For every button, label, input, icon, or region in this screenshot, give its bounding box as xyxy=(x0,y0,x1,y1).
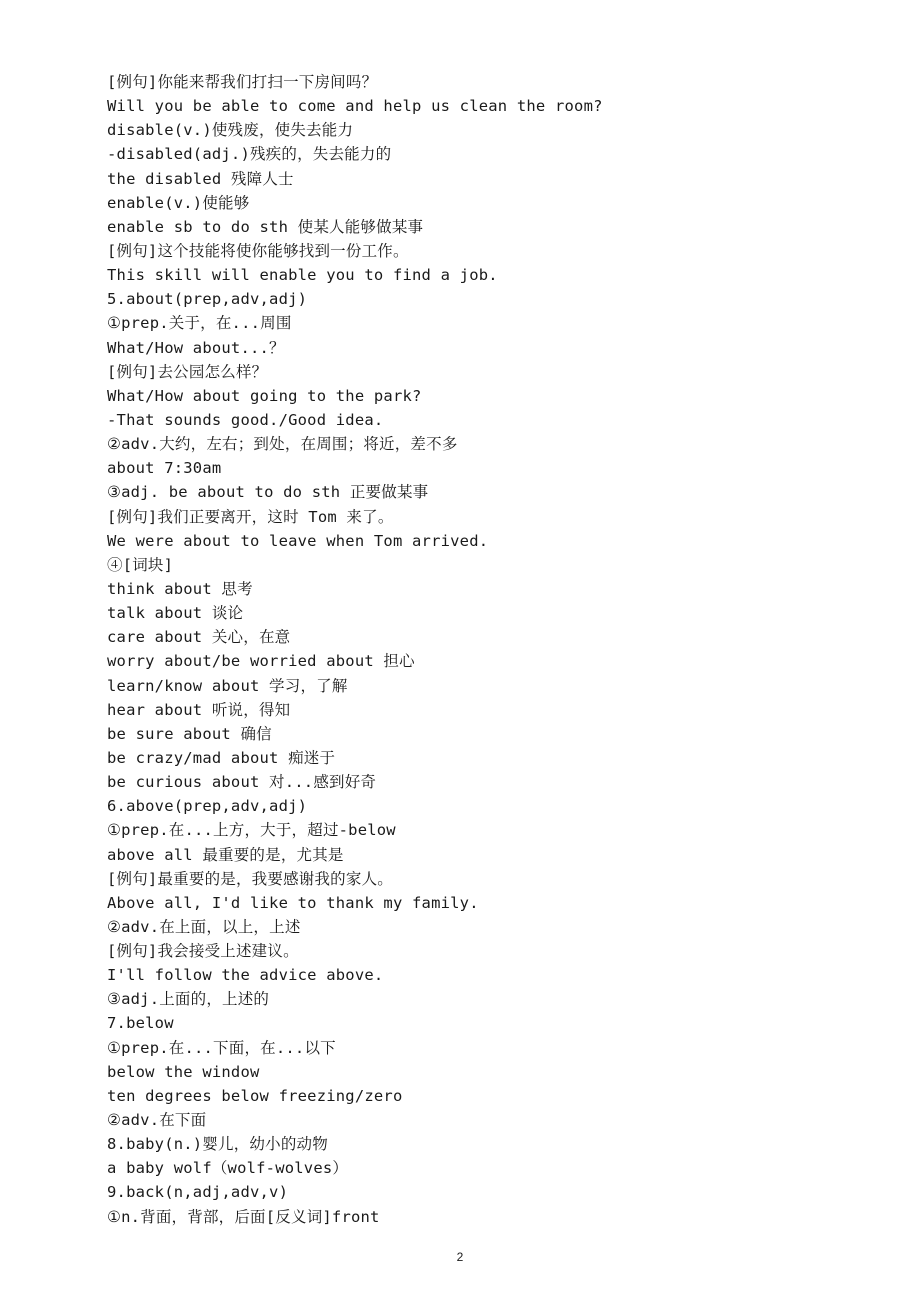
text-line: enable(v.)使能够 xyxy=(107,193,250,212)
text-line: talk about 谈论 xyxy=(107,604,244,623)
text-line: be curious about 对...感到好奇 xyxy=(107,773,377,792)
text-line: [例句]你能来帮我们打扫一下房间吗？ xyxy=(107,73,378,91)
text-line: [例句]我会接受上述建议。 xyxy=(107,942,299,961)
text-line: be crazy/mad about 痴迷于 xyxy=(107,748,336,767)
text-line: 7.below xyxy=(107,1014,174,1033)
text-line: above all 最重要的是，尤其是 xyxy=(107,845,344,864)
text-line: a baby wolf（wolf-wolves） xyxy=(107,1159,349,1178)
text-line: [例句]这个技能将使你能够找到一份工作。 xyxy=(107,241,409,260)
text-line: below the window xyxy=(107,1062,260,1081)
text-line: ③adj.上面的，上述的 xyxy=(107,990,270,1009)
text-line: [例句]我们正要离开，这时 Tom 来了。 xyxy=(107,507,394,526)
text-line: about 7:30am xyxy=(107,459,222,478)
text-line: This skill will enable you to find a job. xyxy=(107,266,498,285)
text-line: care about 关心，在意 xyxy=(107,628,291,647)
text-line: worry about/be worried about 担心 xyxy=(107,652,415,671)
text-line: -disabled(adj.)残疾的，失去能力的 xyxy=(107,145,392,164)
text-line: What/How about going to the park? xyxy=(107,386,422,405)
text-line: I'll follow the advice above. xyxy=(107,966,384,985)
text-line: We were about to leave when Tom arrived. xyxy=(107,531,489,550)
text-line: ①n.背面，背部，后面[反义词]front xyxy=(107,1207,380,1226)
text-line: 8.baby(n.)婴儿，幼小的动物 xyxy=(107,1135,328,1154)
text-line: disable(v.)使残废，使失去能力 xyxy=(107,121,354,140)
page-number: 2 xyxy=(456,1250,464,1264)
text-line: ten degrees below freezing/zero xyxy=(107,1086,403,1105)
text-line: the disabled 残障人士 xyxy=(107,169,294,188)
text-line: What/How about...？ xyxy=(107,338,285,357)
text-line: think about 思考 xyxy=(107,579,253,598)
text-line: ①prep.在...上方，大于，超过-below xyxy=(107,821,396,840)
text-line: [例句]去公园怎么样？ xyxy=(107,362,268,381)
text-line: ②adv.在下面 xyxy=(107,1111,207,1130)
text-line: 9.back(n,adj,adv,v) xyxy=(107,1183,289,1202)
text-line: ①prep.关于，在...周围 xyxy=(107,314,292,333)
text-line: ③adj. be about to do sth 正要做某事 xyxy=(107,483,429,502)
text-line: ①prep.在...下面，在...以下 xyxy=(107,1038,336,1057)
text-line: Above all, I'd like to thank my family. xyxy=(107,893,479,912)
page-content xyxy=(107,70,827,1229)
text-line: ④[词块] xyxy=(107,555,174,574)
text-line: ②adv.大约，左右；到处，在周围；将近，差不多 xyxy=(107,435,458,454)
text-line: 5.about(prep,adv,adj) xyxy=(107,290,308,309)
text-line: enable sb to do sth 使某人能够做某事 xyxy=(107,217,424,236)
text-line: 6.above(prep,adv,adj) xyxy=(107,797,308,816)
text-line: -That sounds good./Good idea. xyxy=(107,410,384,429)
text-line: learn/know about 学习，了解 xyxy=(107,676,348,695)
text-line: [例句]最重要的是，我要感谢我的家人。 xyxy=(107,869,393,888)
text-line: be sure about 确信 xyxy=(107,724,272,743)
text-line: hear about 听说，得知 xyxy=(107,700,291,719)
text-line: ②adv.在上面，以上，上述 xyxy=(107,917,301,936)
text-line: Will you be able to come and help us clean the room? xyxy=(107,97,603,116)
